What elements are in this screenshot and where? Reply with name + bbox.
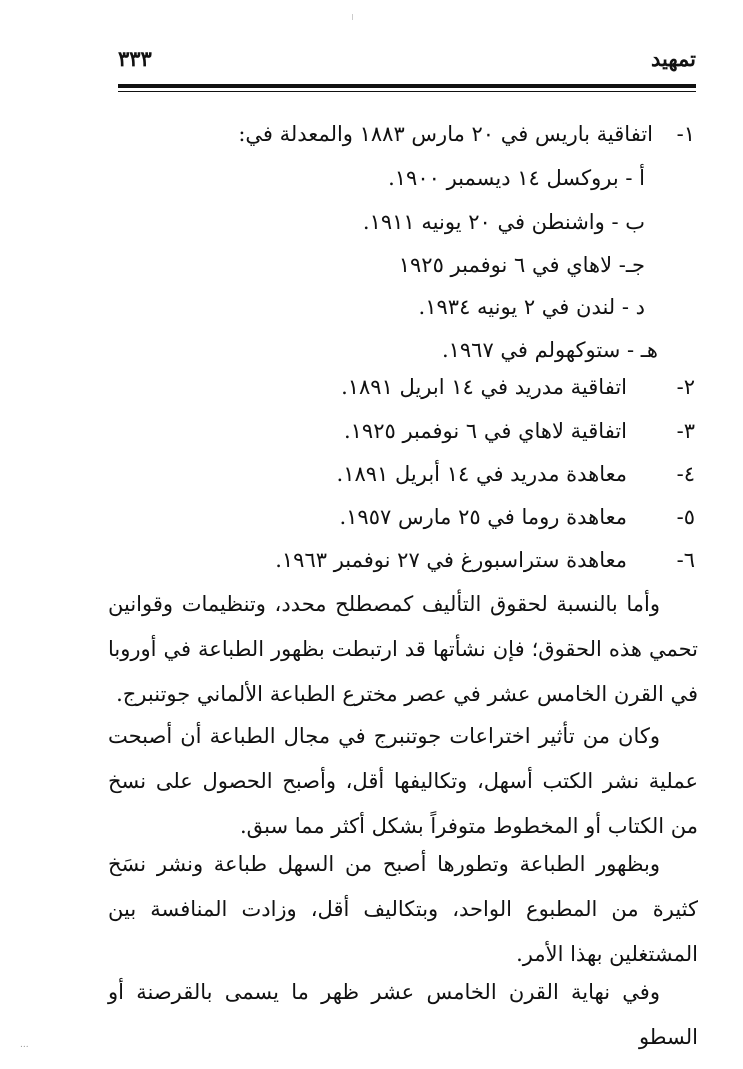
- list-item-number: ٤-: [676, 462, 695, 486]
- sub-item: د - لندن في ٢ يونيه ١٩٣٤.: [418, 295, 645, 319]
- body-paragraph: وأما بالنسبة لحقوق التأليف كمصطلح محدد، وتنظيمات وقوانين تحمي هذه الحقوق؛ فإن نشأتها قد ارتبطت بظهور الطباعة في أوروبا في القرن الخامس عشر في عصر مخترع الطباعة الألماني جوتنبرج.: [108, 592, 698, 706]
- list-item: [295, 462, 695, 492]
- list-item-text: معاهدة مدريد في ١٤ أبريل ١٨٩١.: [336, 462, 627, 486]
- sub-item: جـ- لاهاي في ٦ نوفمبر ١٩٢٥: [398, 253, 645, 277]
- sub-item: أ - بروكسل ١٤ ديسمبر ١٩٠٠.: [388, 166, 645, 190]
- corner-mark: ...: [20, 1040, 29, 1050]
- list-item: [295, 419, 695, 449]
- list-item-text: معاهدة ستراسبورغ في ٢٧ نوفمبر ١٩٦٣.: [275, 548, 627, 572]
- body-paragraph: وفي نهاية القرن الخامس عشر ظهر ما يسمى بالقرصنة أو السطو: [108, 980, 698, 1049]
- list-item: [295, 505, 695, 535]
- sub-item: ب - واشنطن في ٢٠ يونيه ١٩١١.: [362, 210, 645, 234]
- list-item: [295, 375, 695, 405]
- chapter-title: تمهيد: [650, 46, 696, 71]
- list-item: [255, 548, 695, 578]
- header-rule-thin: [118, 91, 696, 92]
- list-item-number: ١-: [676, 122, 695, 146]
- list-item: [225, 122, 695, 152]
- body-paragraph: وكان من تأثير اختراعات جوتنبرج في مجال الطباعة أن أصبحت عملية نشر الكتب أسهل، وتكاليفها أقل، وأصبح الحصول على نسخ من الكتاب أو المخطوط متوفراً بشكل أكثر مما سبق.: [108, 724, 698, 838]
- body-paragraph: وبظهور الطباعة وتطورها أصبح من السهل طباعة ونشر نسَخ كثيرة من المطبوع الواحد، وبتكاليف أقل، وزادت المنافسة بين المشتغلين بهذا الأمر.: [108, 852, 698, 966]
- list-item-number: ٣-: [676, 419, 695, 443]
- list-item-text: اتفاقية لاهاي في ٦ نوفمبر ١٩٢٥.: [343, 419, 627, 443]
- list-item-number: ٦-: [676, 548, 695, 572]
- page-number: ٣٣٣: [118, 46, 152, 71]
- header-rule-thick: [118, 84, 696, 88]
- list-item-text: اتفاقية باريس في ٢٠ مارس ١٨٨٣ والمعدلة في:: [238, 122, 653, 146]
- list-item-number: ٥-: [676, 505, 695, 529]
- list-item-number: ٢-: [676, 375, 695, 399]
- running-header: [118, 46, 696, 76]
- sub-item: هـ - ستوكهولم في ١٩٦٧.: [441, 338, 658, 362]
- list-item-text: اتفاقية مدريد في ١٤ ابريل ١٨٩١.: [341, 375, 627, 399]
- top-mark: [352, 14, 353, 20]
- list-item-text: معاهدة روما في ٢٥ مارس ١٩٥٧.: [339, 505, 627, 529]
